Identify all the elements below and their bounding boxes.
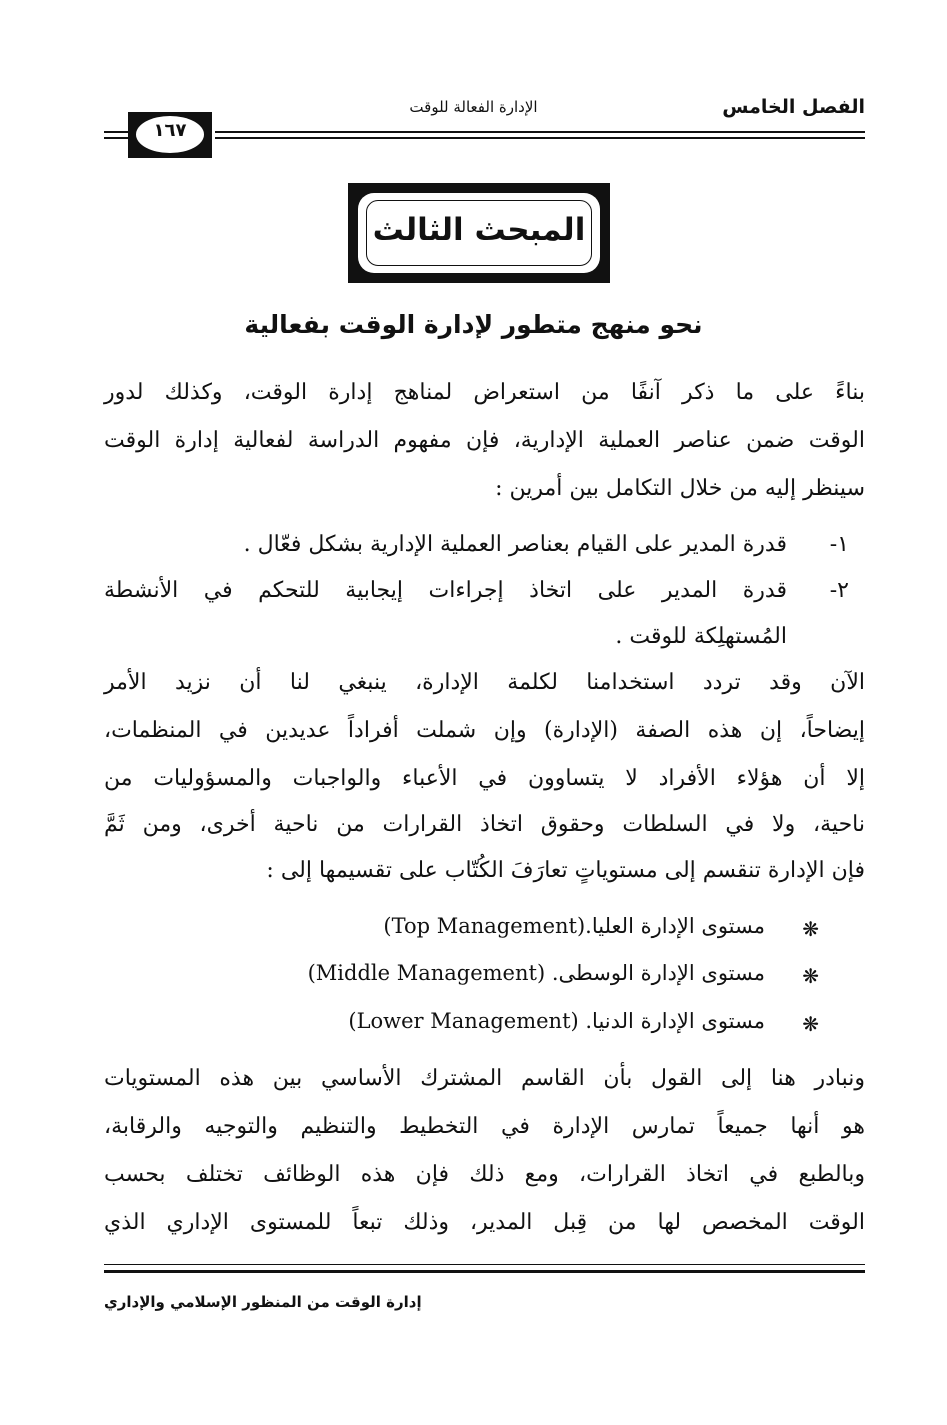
paragraph-line: إلا أن هؤلاء الأفراد لا يتساوون في الأعباء والواجبات والمسؤوليات من xyxy=(104,766,865,791)
level-item: مستوى الإدارة الدنيا. (Lower Management) xyxy=(348,1009,765,1033)
running-title: الإدارة الفعالة للوقت xyxy=(409,98,538,116)
paragraph-line: الآن وقد تردد استخدامنا لكلمة الإدارة، ينبغي لنا أن نزيد الأمر xyxy=(104,670,865,695)
point-number: ٢- xyxy=(829,578,849,603)
footer-rule-thick xyxy=(104,1270,865,1273)
intro-line: بناءً على ما ذكر آنفًا من استعراض لمناهج إدارة الوقت، وكذلك لدور xyxy=(104,380,865,405)
paragraph-line: ناحية، ولا في السلطات وحقوق اتخاذ القرارات من ناحية أخرى، ومن ثَمَّ xyxy=(104,812,865,837)
bullet-star-icon: ❋ xyxy=(802,964,819,988)
level-item: مستوى الإدارة العليا.(Top Management) xyxy=(383,914,765,938)
paragraph-line: ونبادر هنا إلى القول بأن القاسم المشترك الأساسي بين هذه المستويات xyxy=(104,1066,865,1091)
footer-book-title: إدارة الوقت من المنظور الإسلامي والإداري xyxy=(104,1293,422,1311)
header-rule xyxy=(215,131,865,133)
footer-rule xyxy=(104,1264,865,1265)
paragraph-line: فإن الإدارة تنقسم إلى مستوياتٍ تعارَفَ الكُتّاب على تقسيمها إلى : xyxy=(266,858,865,883)
point-number: ١- xyxy=(829,532,849,557)
page-number-rule-left xyxy=(104,131,130,133)
bullet-star-icon: ❋ xyxy=(802,1012,819,1036)
intro-line: الوقت ضمن عناصر العملية الإدارية، فإن مفهوم الدراسة لفعالية إدارة الوقت xyxy=(104,428,865,453)
point-text: قدرة المدير على اتخاذ إجراءات إيجابية للتحكم في الأنشطة xyxy=(104,578,787,603)
section-heading: المبحث الثالث xyxy=(372,212,586,248)
bullet-star-icon: ❋ xyxy=(802,917,819,941)
page-number: ١٦٧ xyxy=(153,120,187,141)
section-subtitle: نحو منهج متطور لإدارة الوقت بفعالية xyxy=(244,310,703,339)
intro-line: سينظر إليه من خلال التكامل بين أمرين : xyxy=(495,476,865,501)
chapter-label: الفصل الخامس xyxy=(722,96,865,118)
paragraph-line: الوقت المخصص لها من قِبل المدير، وذلك تبعاً للمستوى الإداري الذي xyxy=(104,1210,865,1235)
paragraph-line: وبالطبع في اتخاذ القرارات، ومع ذلك فإن هذه الوظائف تختلف بحسب xyxy=(104,1162,865,1187)
paragraph-line: إيضاحاً، إن هذه الصفة (الإدارة) وإن شملت أفراداً عديدين في المنظمات، xyxy=(104,718,865,743)
point-text: قدرة المدير على القيام بعناصر العملية الإدارية بشكل فعّال . xyxy=(243,532,787,557)
header-rule-double xyxy=(215,137,865,139)
paragraph-line: هو أنها جميعاً تمارس الإدارة في التخطيط والتنظيم والتوجيه والرقابة، xyxy=(104,1114,865,1139)
page-number-rule-left-double xyxy=(104,137,130,139)
level-item: مستوى الإدارة الوسطى. (Middle Management) xyxy=(307,961,765,985)
point-text-continued: المُستهلِكة للوقت . xyxy=(615,624,787,649)
